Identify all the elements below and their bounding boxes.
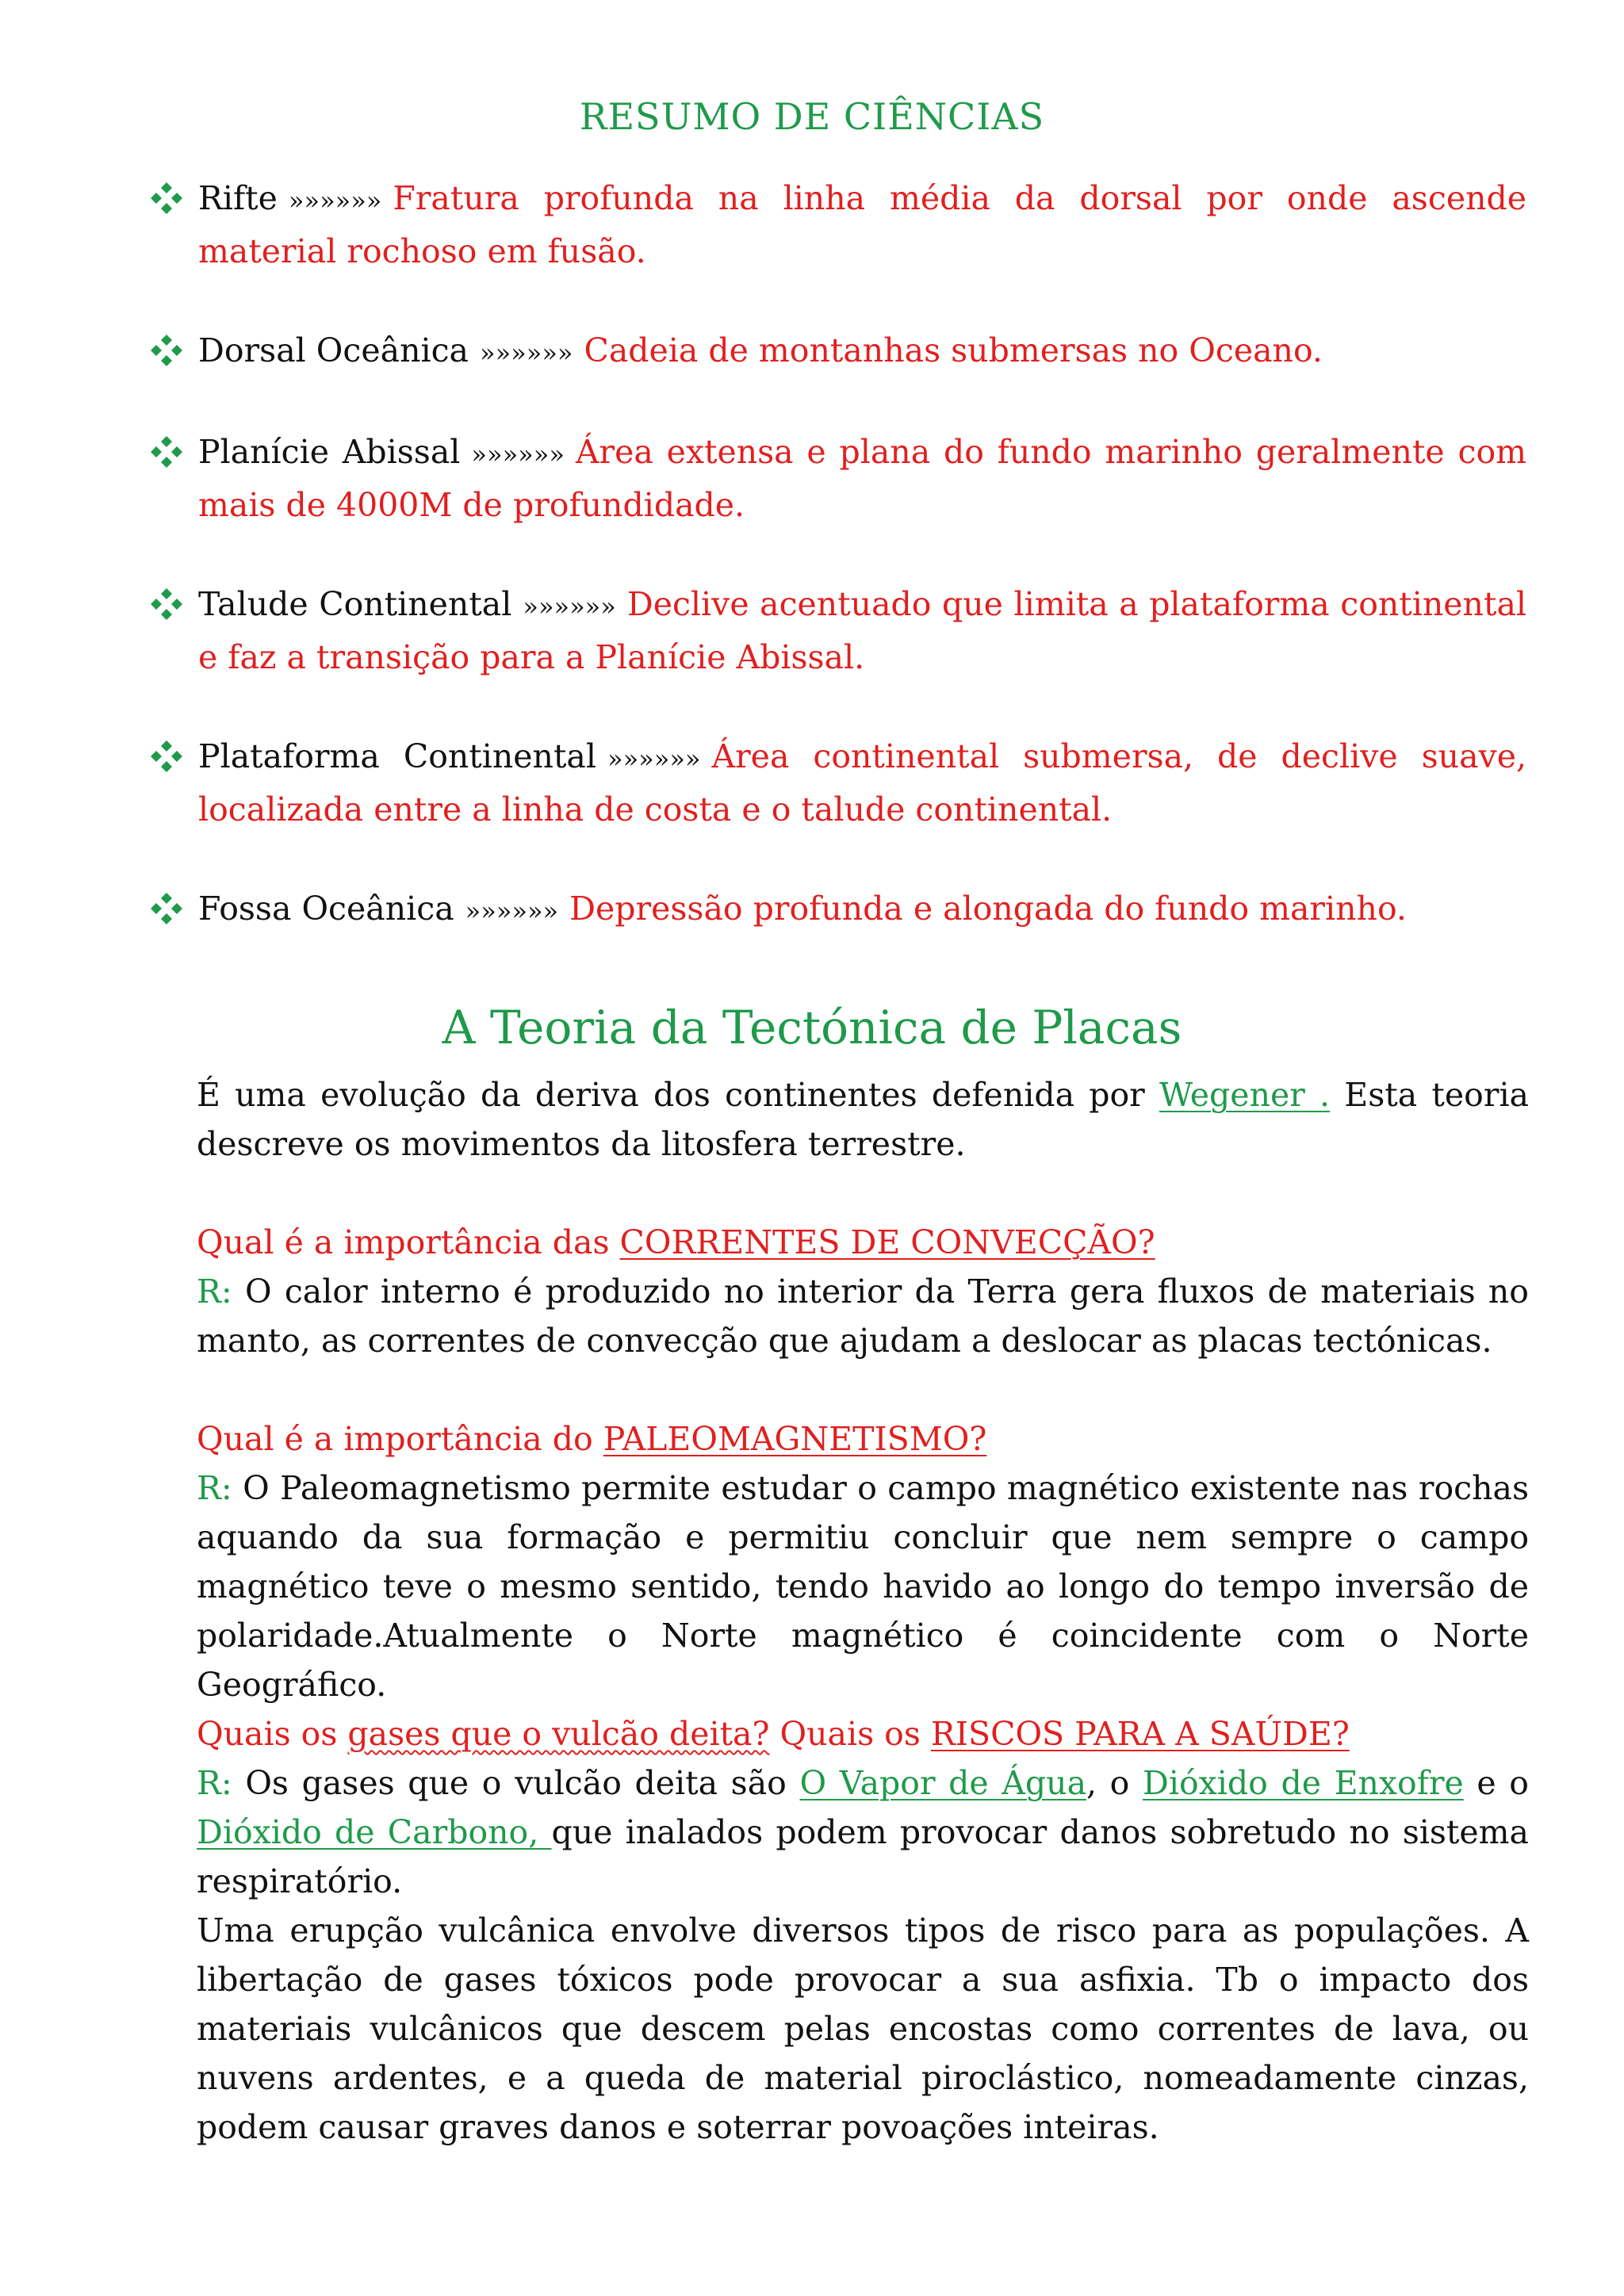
diamond-bullet-icon — [149, 891, 184, 926]
glossary-term: Dorsal Oceânica — [198, 331, 469, 369]
question-highlight-risks: RISCOS PARA A SAÚDE? — [930, 1715, 1350, 1753]
glossary-definition: Área continental submersa, de declive suave, localizada entre a linha de costa e o talude continental. — [198, 737, 1526, 828]
gas-carbon-dioxide: Dióxido de Carbono, — [197, 1813, 552, 1851]
glossary-term: Rifte — [198, 179, 278, 217]
question-text: Qual é a importância das — [197, 1223, 620, 1261]
diamond-bullet-icon — [149, 739, 184, 774]
document-title: RESUMO DE CIÊNCIAS — [579, 95, 1045, 138]
glossary-item — [151, 173, 1526, 277]
glossary-separator: »»»»»» — [471, 439, 565, 469]
answer-label: R: — [197, 1764, 232, 1802]
glossary-definition: Fratura profunda na linha média da dorsal por onde ascende material rochoso em fusão. — [198, 179, 1526, 270]
glossary-term: Planície Abissal — [198, 433, 461, 471]
glossary-separator: »»»»»» — [480, 338, 573, 368]
glossary-item — [151, 579, 1526, 683]
diamond-bullet-icon — [149, 181, 184, 216]
gas-water-vapor: O Vapor de Água — [799, 1764, 1087, 1802]
diamond-bullet-icon — [149, 587, 184, 622]
question-text-b: Quais os — [769, 1715, 931, 1753]
answer-text: O calor interno é produzido no interior da Terra gera fluxos de materiais no manto, as correntes de convecção que ajudam a deslocar as placas tectónicas. — [197, 1272, 1529, 1360]
glossary-separator: »»»»»» — [607, 744, 701, 774]
glossary-term: Fossa Oceânica — [198, 890, 454, 928]
glossary-item — [151, 731, 1526, 835]
glossary-item — [151, 427, 1526, 530]
glossary-separator: »»»»»» — [523, 591, 616, 622]
glossary-definition: Cadeia de montanhas submersas no Oceano. — [584, 331, 1323, 369]
wegener-link: Wegener . — [1159, 1076, 1331, 1114]
answer-connector: e o — [1463, 1764, 1529, 1802]
question-highlight: CORRENTES DE CONVECÇÃO? — [619, 1223, 1155, 1261]
answer-label: R: — [197, 1272, 232, 1311]
glossary-separator: »»»»»» — [465, 896, 559, 926]
glossary-definition: Área extensa e plana do fundo marinho geralmente com mais de 4000M de profundidade. — [198, 433, 1527, 524]
gas-sulfur-dioxide: Dióxido de Enxofre — [1143, 1764, 1464, 1802]
question-volcano — [197, 1709, 1529, 2152]
glossary-term: Plataforma Continental — [198, 737, 596, 775]
glossary-item — [151, 883, 1526, 936]
glossary-definition: Depressão profunda e alongada do fundo marinho. — [569, 890, 1407, 928]
intro-text-end: Esta teoria descreve os movimentos da litosfera terrestre. — [197, 1076, 1529, 1163]
diamond-bullet-icon — [149, 333, 184, 368]
intro-text: É uma evolução da deriva dos continentes defenida por — [197, 1076, 1159, 1114]
question-highlight-gases: gases que o vulcão deita? — [347, 1715, 770, 1753]
answer-text: O Paleomagnetismo permite estudar o campo magnético existente nas rochas aquando da sua formação e permitiu concluir que nem sempre o campo magnético teve o mesmo sentido, tendo havido ao longo do tempo inversão de polaridade.Atualmente o Norte magnético é coincidente com o Norte Geográfico. — [197, 1469, 1529, 1704]
answer-connector: , o — [1086, 1764, 1143, 1802]
answer-label: R: — [197, 1469, 232, 1507]
glossary-separator: »»»»»» — [288, 186, 382, 216]
question-paleomagnetism — [197, 1414, 1529, 1709]
glossary-item — [151, 325, 1526, 378]
section-title: A Teoria da Tectónica de Placas — [442, 1001, 1182, 1054]
question-convection — [197, 1218, 1529, 1365]
answer-text-end: que inalados podem provocar danos sobretudo no sistema respiratório. — [197, 1813, 1529, 1900]
glossary-definition: Declive acentuado que limita a plataforma continental e faz a transição para a Planície Abissal. — [198, 585, 1526, 676]
question-text: Quais os — [197, 1715, 348, 1753]
question-highlight: PALEOMAGNETISMO? — [603, 1420, 987, 1458]
intro-paragraph — [197, 1070, 1529, 1169]
answer-text: Os gases que o vulcão deita são — [232, 1764, 800, 1802]
glossary-term: Talude Continental — [198, 585, 512, 623]
question-text: Qual é a importância do — [197, 1420, 603, 1458]
risk-paragraph: Uma erupção vulcânica envolve diversos tipos de risco para as populações. A libertação de gases tóxicos pode provocar a sua asfixia. Tb o impacto dos materiais vulcânicos que descem pelas encostas como correntes de lava, ou nuvens ardentes, e a queda de material piroclástico, nomeadamente cinzas, podem causar graves danos e soterrar povoações inteiras. — [197, 1911, 1529, 2146]
diamond-bullet-icon — [149, 434, 184, 469]
